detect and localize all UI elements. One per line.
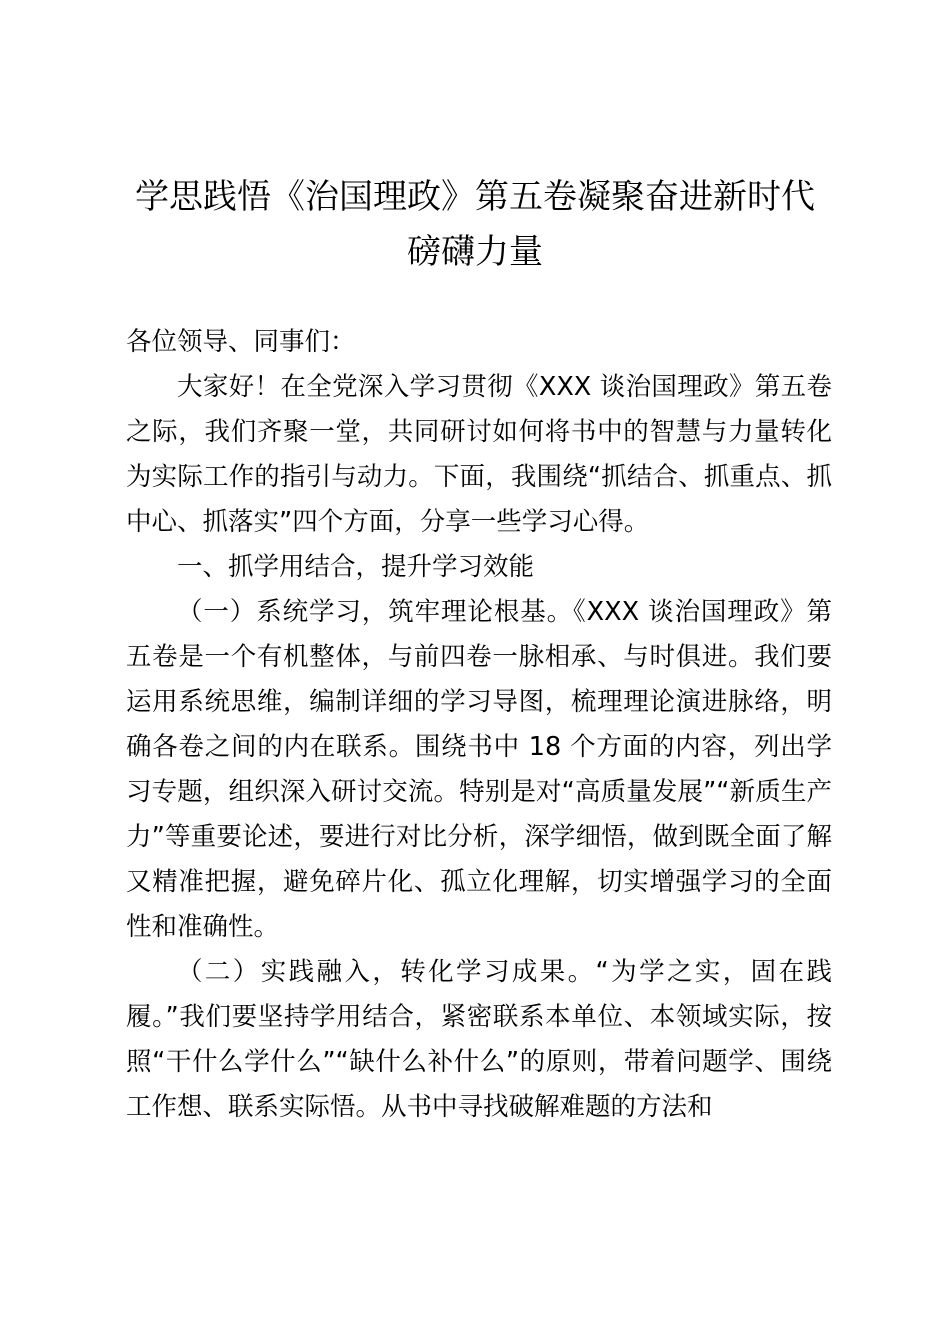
title-line-1: 学思践悟《治国理政》第五卷凝聚奋进新时代 <box>135 177 815 217</box>
salutation: 各位领导、同事们： <box>126 327 356 357</box>
paragraph-subsection-2: （二）实践融入，转化学习成果。“为学之实，固在践履。”我们要坚持学用结合，紧密联系本单位、本领域实际，按照“干什么学什么”“缺什么补什么”的原则，带着问题学、围绕工作想、联系实际悟。从书中寻找破解难题的方法和 <box>126 957 832 1122</box>
paragraph-subsection-1: （一）系统学习，筑牢理论根基。《XXX 谈治国理政》第五卷是一个有机整体，与前四卷一脉相承、与时俱进。我们要运用系统思维，编制详细的学习导图，梳理理论演进脉络，明确各卷之间的内在联系。围绕书中 18 个方面的内容，列出学习专题，组织深入研讨交流。特别是对“高质量发展”“新质生产力”等重要论述，要进行对比分析，深学细悟，做到既全面了解又精准把握，避免碎片化、孤立化理解，切实增强学习的全面性和准确性。 <box>126 597 832 942</box>
document-body <box>126 320 832 1130</box>
paragraph-greeting: 大家好！在全党深入学习贯彻《XXX 谈治国理政》第五卷之际，我们齐聚一堂，共同研讨如何将书中的智慧与力量转化为实际工作的指引与动力。下面，我围绕“抓结合、抓重点、抓中心、抓落实”四个方面，分享一些学习心得。 <box>126 372 832 537</box>
document-title <box>120 170 830 280</box>
section-heading-1: 一、抓学用结合，提升学习效能 <box>177 552 535 582</box>
title-line-2: 磅礴力量 <box>407 232 543 272</box>
